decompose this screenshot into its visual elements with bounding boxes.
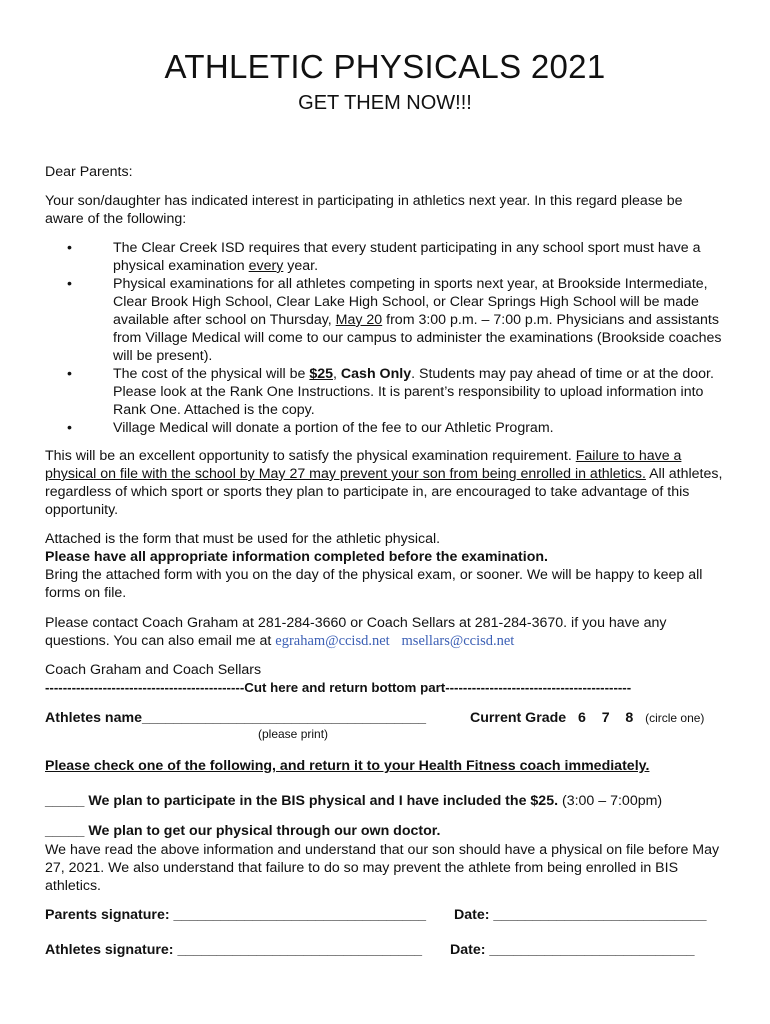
current-grade-field[interactable]: Current Grade 6 7 8 (circle one) [470,710,705,726]
signoff: Coach Graham and Coach Sellars [45,662,262,678]
circle-one-hint: (circle one) [645,711,705,725]
document-title: ATHLETIC PHYSICALS 2021 [164,48,606,85]
email-link-graham[interactable]: egraham@ccisd.net [275,633,390,649]
price: $25 [309,366,334,382]
form-paragraph: Attached is the form that must be used for the athletic physical. Please have all appropriate information completed before the examination. Bring the attached form with you on the day of the physical exam, or sooner. We will be happy to keep all forms on file. [45,530,725,602]
completion-notice: Please have all appropriate information completed before the examination. [45,549,548,565]
document-subtitle: GET THEM NOW!!! [298,92,472,114]
bullet-icon: • [67,276,72,292]
intro-paragraph: Your son/daughter has indicated interest in participating in athletics next year. In this regard please be aware of the following: [45,193,683,227]
grade-option-7[interactable]: 7 [601,710,610,726]
contact-paragraph: Please contact Coach Graham at 281-284-3660 or Coach Sellars at 281-284-3670. if you have any questions. You can also email me at egraham@ccisd.net msellars@ccisd.net [45,615,667,649]
list-item: • The Clear Creek ISD requires that every student participating in any school sport must have a physical examination every year. [67,240,701,274]
cash-only: Cash Only [340,366,412,382]
list-item: • Village Medical will donate a portion of the fee to our Athletic Program. [67,420,554,436]
athletes-date-line[interactable]: Date: __________________________ [450,942,695,958]
parents-date-line[interactable]: Date: ___________________________ [454,907,707,923]
form-instruction: Please check one of the following, and return it to your Health Fitness coach immediately. [45,758,650,774]
salutation: Dear Parents: [45,164,133,180]
checkbox-blank[interactable]: _____ [45,793,85,809]
grade-option-8[interactable]: 8 [625,710,634,726]
cut-line: ---------------------------------------------Cut here and return bottom part------------------------------------------ [45,680,632,695]
athletes-name-field[interactable]: Athletes name____________________________________ [45,710,427,726]
option-own-doctor[interactable]: _____ We plan to get our physical through our own doctor. [45,823,441,839]
list-item: • Physical examinations for all athletes competing in sports next year, at Brookside Intermediate, Clear Brook High School, Clear Lake High School, or Clear Springs High School will be made available after school on Thursday, May 20 from 3:00 p.m. – 7:00 p.m. Physicians and assistants from Village Medical will come to our campus to administer the examinations (Brookside coaches will be present). [67,276,722,364]
please-print-hint: (please print) [258,727,329,741]
list-item: • The cost of the physical will be $25, Cash Only. Students may pay ahead of time or at the door. Please look at the Rank One Instructions. It is parent’s responsibility to upload information into Rank One. Attached is the copy. [67,366,714,418]
checkbox-blank[interactable]: _____ [45,823,85,839]
own-doctor-statement: We have read the above information and understand that our son should have a physical on file before May 27, 2021. We also understand that failure to do so may prevent the athlete from being enrolled in BIS athletics. [45,842,720,894]
bullet-icon: • [67,240,72,256]
parents-signature-line[interactable]: Parents signature: ________________________________ [45,907,427,923]
athletes-signature-line[interactable]: Athletes signature: _______________________________ [45,942,423,958]
bullet-icon: • [67,420,72,436]
option-bis-physical[interactable]: _____ We plan to participate in the BIS physical and I have included the $25. (3:00 – 7:00pm) [45,793,663,809]
bullet-icon: • [67,366,72,382]
grade-option-6[interactable]: 6 [578,710,586,726]
email-link-sellars[interactable]: msellars@ccisd.net [401,633,515,649]
requirements-list [45,239,725,437]
opportunity-paragraph: This will be an excellent opportunity to satisfy the physical examination requirement. Failure to have a physical on file with the school by May 27 may prevent your son from being enrolled in athletics. All athletes, regardless of which sport or sports they plan to participate in, are encouraged to take advantage of this opportunity. [45,448,723,518]
deadline-warning: Failure to have a physical on file with the school by May 27 may prevent your son from being enrolled in athletics. [45,448,682,482]
